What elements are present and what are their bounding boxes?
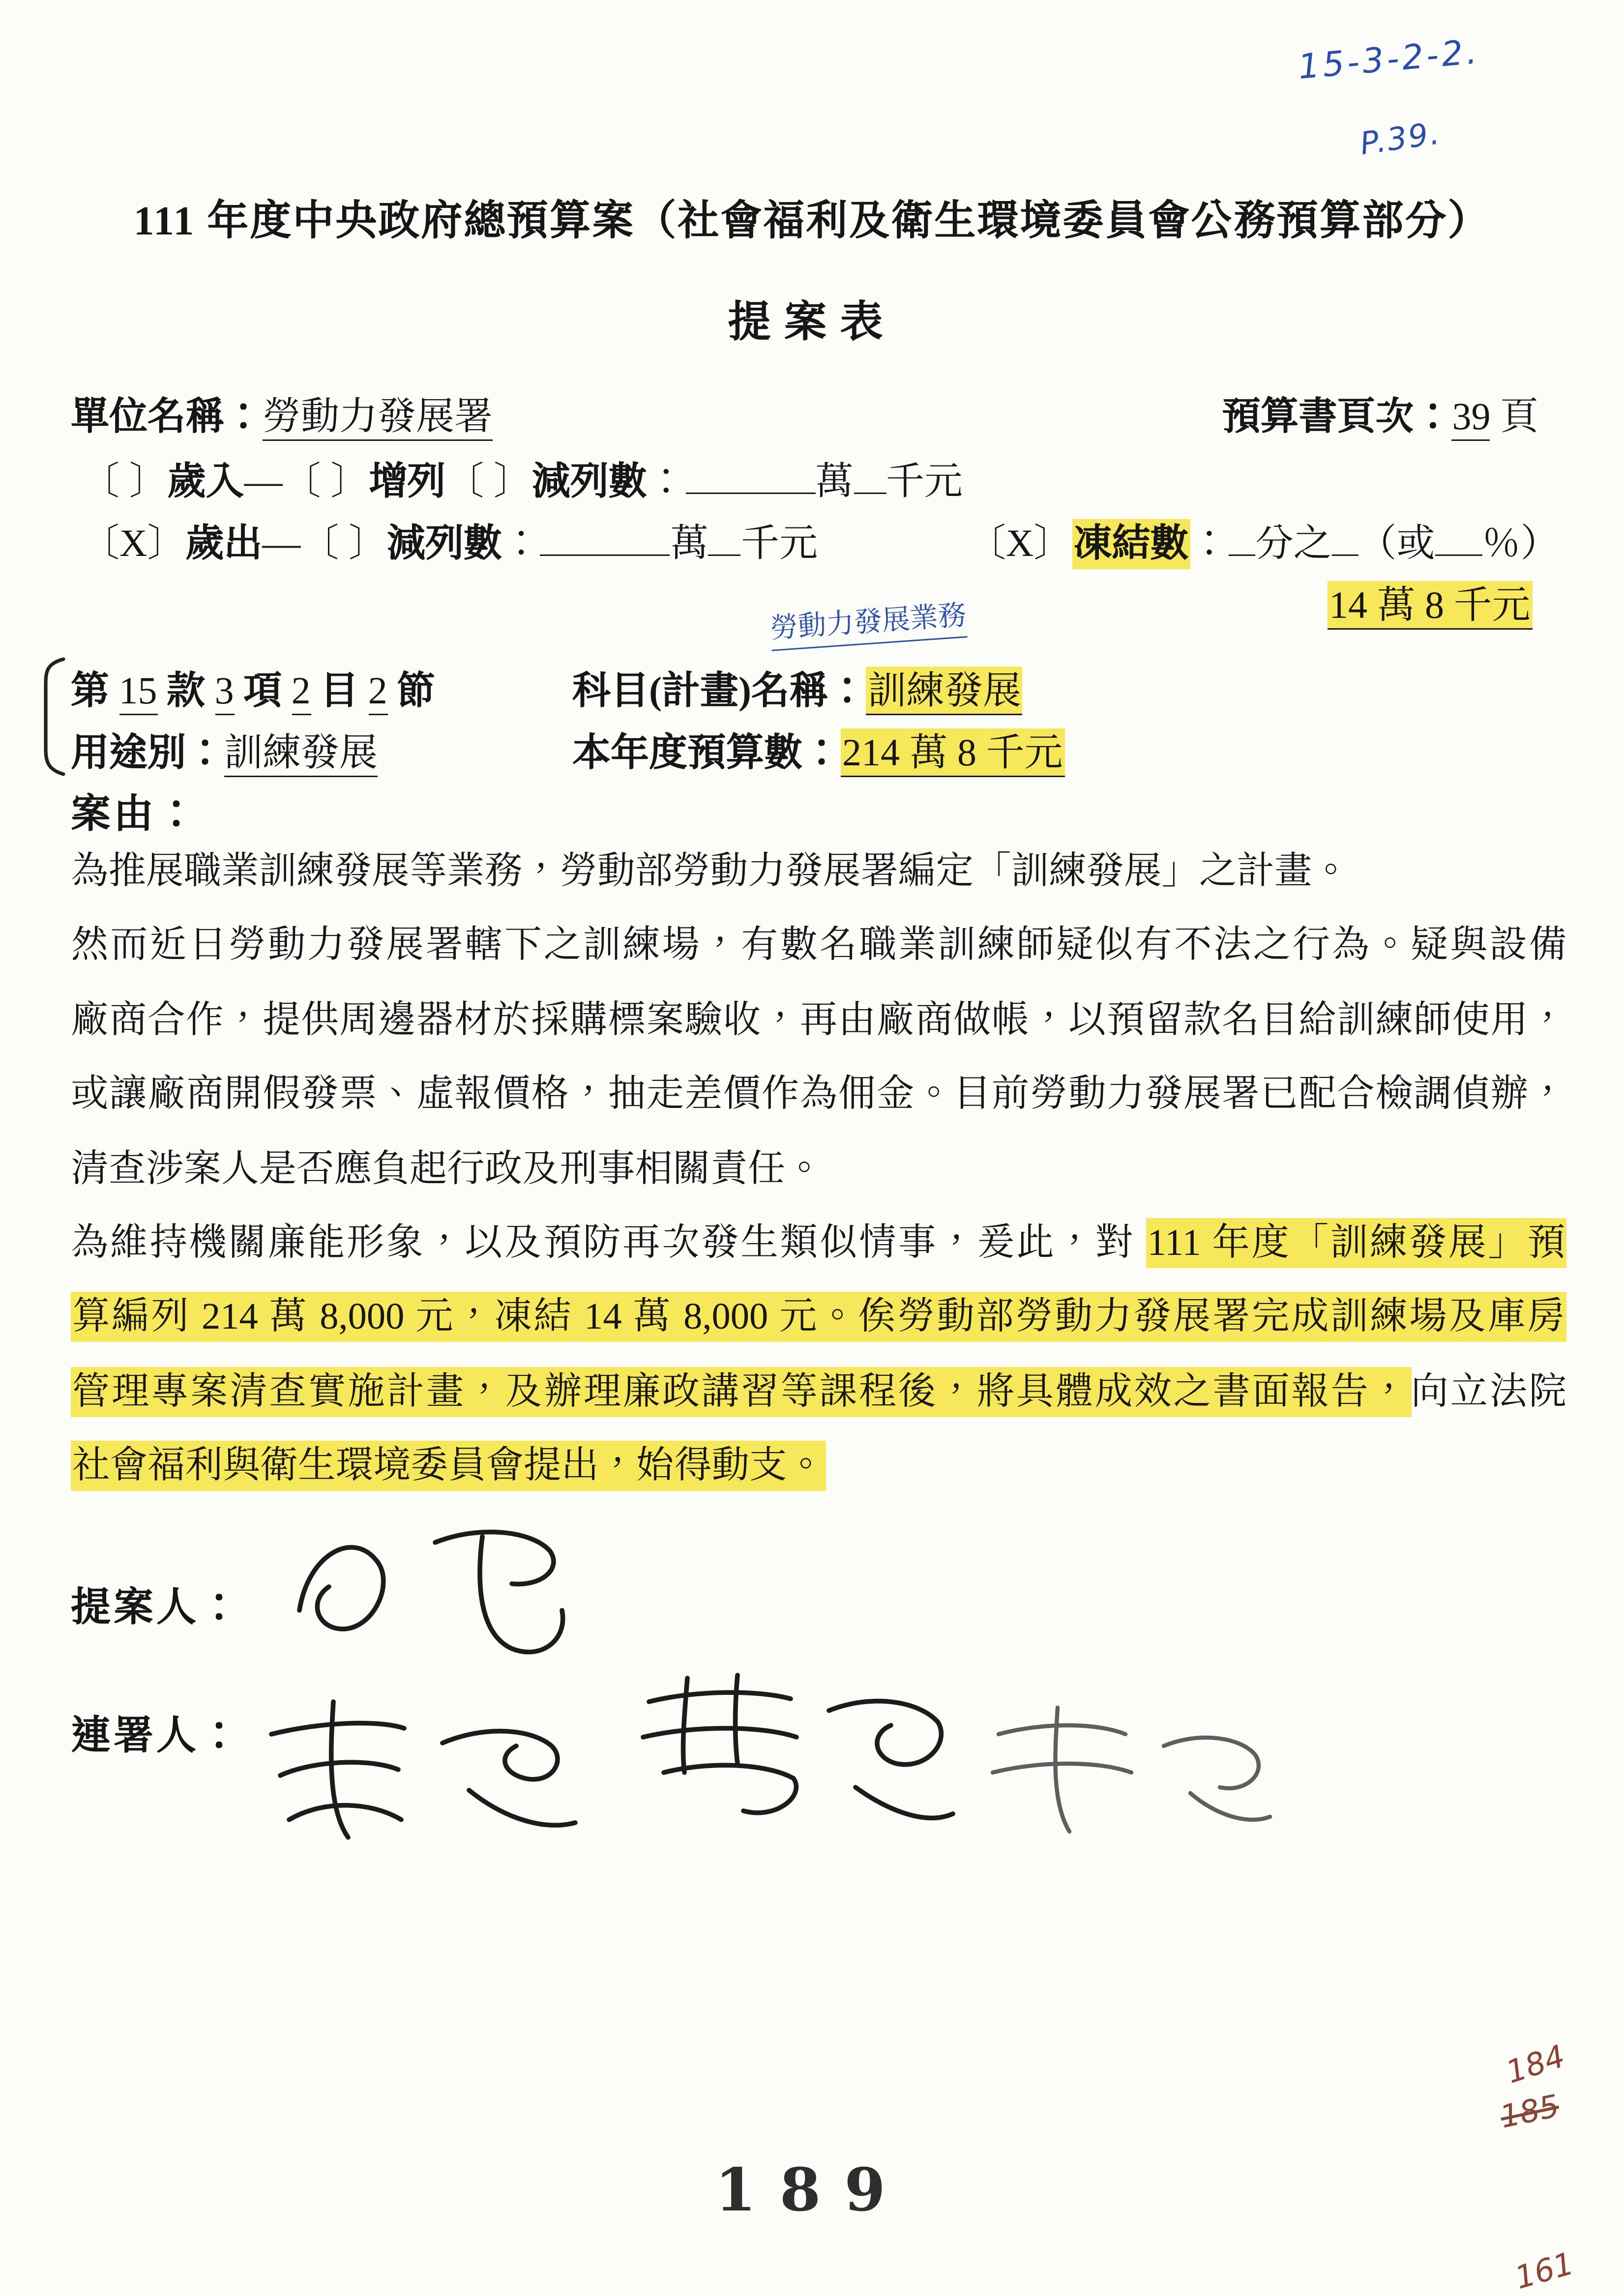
cosigner-label: 連署人：	[71, 1714, 242, 1758]
blank-line	[1435, 518, 1482, 556]
revenue-row	[81, 451, 963, 506]
text-segment: ：	[1190, 522, 1229, 565]
text-segment: 管理專案清查實施計畫，及辦理廉政講習等課程後，將具體成效之書面報告，	[71, 1366, 1411, 1417]
annual-budget-field	[572, 723, 1064, 777]
text-segment: 分之	[1255, 522, 1332, 565]
text-segment: 或讓廠商開假發票、虛報價格，抽走差價作為佣金。目前勞動力發展署已配合檢調偵辦，	[71, 1072, 1566, 1115]
signature-cosigner-3	[966, 1693, 1276, 1855]
signature-cosigner-1	[248, 1681, 602, 1858]
body-line	[71, 1355, 1566, 1429]
text-segment: 勞動力發展署	[263, 395, 493, 441]
blank-line	[685, 456, 815, 494]
text-segment: ：	[647, 460, 685, 503]
text-segment: （或	[1358, 522, 1435, 565]
text-segment: ％）	[1482, 522, 1559, 565]
blank-line	[1331, 518, 1358, 556]
document-subtitle: 提案表	[728, 299, 896, 347]
text-segment: 39	[1452, 395, 1490, 441]
text-segment: 歲出	[185, 522, 263, 565]
text-segment: 第	[71, 669, 119, 712]
case-label: 案由：	[71, 792, 199, 836]
section-bracket	[35, 655, 68, 779]
text-segment: 3	[215, 669, 234, 715]
text-segment: 向立法院	[1411, 1369, 1566, 1413]
text-segment: 然而近日勞動力發展署轄下之訓練場，有數名職業訓練師疑似有不法之行為。疑與設備	[71, 924, 1566, 967]
document-title: 111 年度中央政府總預算案（社會福利及衛生環境委員會公務預算部分）	[133, 199, 1491, 245]
handwritten-margin-note-2: 185	[1497, 2088, 1563, 2135]
text-segment: 清查涉案人是否應負起行政及刑事相關責任。	[71, 1146, 824, 1190]
blank-line	[709, 518, 741, 556]
handwritten-doc-code: 15-3-2-2.	[1297, 33, 1481, 87]
text-segment: 算編列 214 萬 8,000 元，凍結 14 萬 8,000 元。俟勞動部勞動力發展署完成訓練場及庫房	[71, 1292, 1566, 1342]
blank-line	[540, 518, 670, 556]
signature-cosigner-2	[620, 1663, 974, 1862]
section-number-field	[71, 661, 435, 715]
text-segment: 社會福利與衛生環境委員會提出，始得動支。	[71, 1441, 826, 1491]
text-segment: 本年度預算數：	[572, 731, 841, 774]
subject-name-field	[572, 661, 1023, 715]
text-segment: —〔 〕	[244, 460, 369, 503]
body-line	[71, 1132, 1566, 1206]
case-body	[71, 835, 1566, 1504]
text-segment: 千元	[741, 522, 818, 565]
text-segment: 目	[310, 669, 368, 712]
text-segment: 214 萬 8 千元	[841, 728, 1064, 777]
text-segment: 為推展職業訓練發展等業務，勞動部勞動力發展署編定「訓練發展」之計畫。	[71, 849, 1350, 892]
page-number: 189	[715, 2156, 909, 2225]
text-segment: —〔 〕	[262, 522, 387, 565]
body-line	[71, 909, 1566, 983]
body-line	[71, 1280, 1566, 1355]
text-segment: 科目(計畫)名稱：	[572, 669, 866, 712]
text-segment: 萬	[815, 460, 854, 503]
text-segment: 〔 〕	[81, 460, 168, 503]
text-segment: 增列	[369, 460, 446, 503]
body-line	[71, 835, 1566, 909]
text-segment: 減列數	[386, 522, 502, 565]
text-segment: 〔 〕	[445, 460, 532, 503]
body-line	[71, 983, 1566, 1057]
text-segment: 〔X〕	[81, 522, 186, 565]
text-segment: 款	[157, 669, 215, 712]
text-segment: 歲入	[167, 460, 244, 503]
body-line	[71, 1058, 1566, 1132]
handwritten-page-ref: P.39.	[1358, 115, 1443, 162]
budget-book-page-field	[1222, 386, 1538, 441]
handwritten-margin-note-1: 184	[1502, 2038, 1569, 2091]
usage-type-field	[71, 723, 378, 777]
text-segment: 為維持機關廉能形象，以及預防再次發生類似情事，爰此，對	[71, 1221, 1146, 1264]
blank-line	[854, 456, 886, 494]
text-segment: 14 萬 8 千元	[1328, 581, 1532, 630]
proposer-label: 提案人：	[71, 1585, 242, 1629]
frozen-row	[968, 513, 1559, 568]
unit-name-field	[71, 386, 493, 441]
handwritten-program-label: 勞動力發展業務	[768, 593, 967, 651]
text-segment: ：	[502, 522, 541, 565]
text-segment: 用途別：	[71, 731, 225, 774]
text-segment: 萬	[670, 522, 709, 565]
text-segment: 111 年度「訓練發展」預	[1146, 1218, 1566, 1268]
text-segment: 廠商合作，提供周邊器材於採購標案驗收，再由廠商做帳，以預留款名目給訓練師使用，	[71, 998, 1566, 1041]
text-segment: 預算書頁次：	[1222, 395, 1452, 438]
frozen-amount	[1328, 575, 1532, 630]
text-segment: 頁	[1490, 395, 1538, 438]
text-segment: 凍結數	[1072, 519, 1190, 569]
signature-proposer	[258, 1504, 627, 1666]
blank-line	[1228, 518, 1255, 556]
text-segment: 訓練發展	[866, 667, 1023, 715]
text-segment: 訓練發展	[224, 731, 378, 777]
expense-row	[81, 513, 818, 568]
body-line	[71, 1206, 1566, 1280]
text-segment: 項	[234, 669, 292, 712]
text-segment: 2	[292, 669, 311, 715]
body-line	[71, 1429, 1566, 1503]
text-segment: 節	[387, 669, 436, 712]
handwritten-margin-note-3: 161	[1511, 2245, 1578, 2296]
text-segment: 15	[119, 669, 157, 715]
text-segment: 千元	[886, 460, 963, 503]
text-segment: 減列數	[531, 460, 647, 503]
text-segment: 單位名稱：	[71, 395, 263, 438]
text-segment: 〔X〕	[968, 522, 1072, 565]
text-segment: 2	[368, 669, 387, 715]
